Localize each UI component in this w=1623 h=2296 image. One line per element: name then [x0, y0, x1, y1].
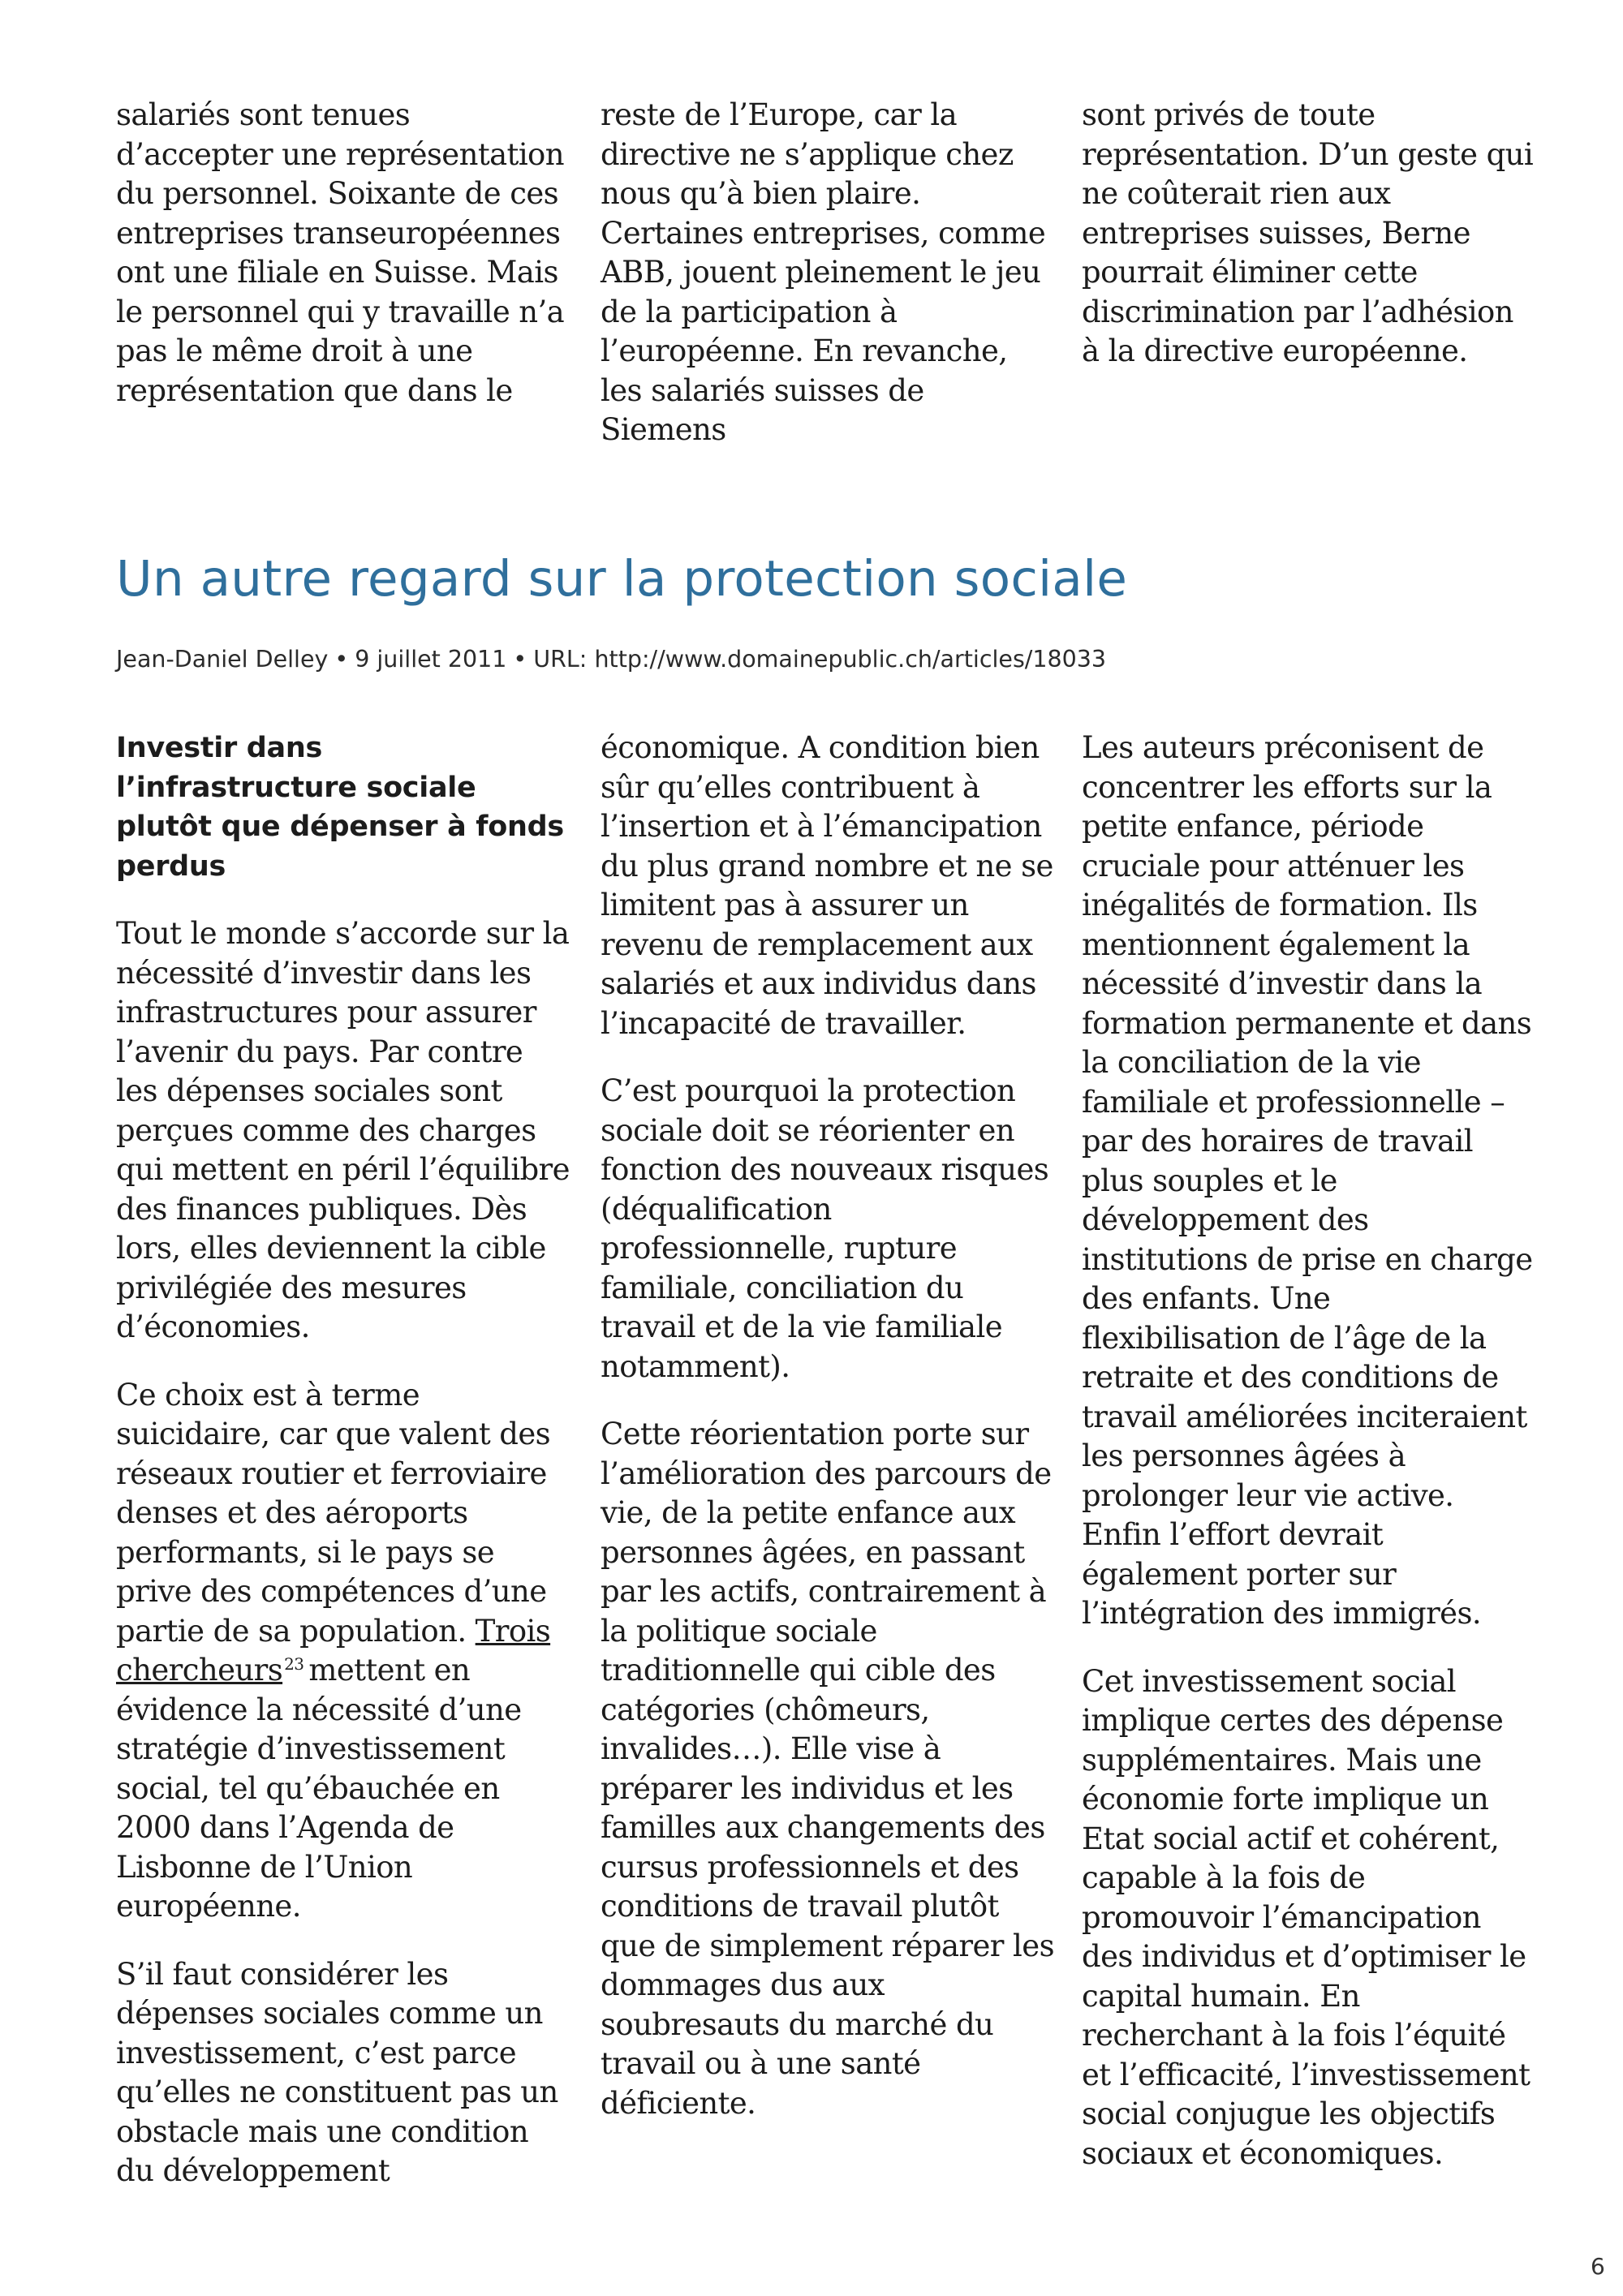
prev-article-column-1: [116, 96, 570, 439]
prev-article-paragraph: sont privés de toute représentation. D’un geste qui ne coûterait rien aux entreprises suisses, Berne pourrait éliminer cette discrimination par l’adhésion à la directive européenne.: [1082, 97, 1534, 368]
author-name: Jean-Daniel Delley: [116, 646, 329, 673]
prev-article-paragraph: salariés sont tenues d’accepter une représentation du personnel. Soixante de ces entreprises transeuropéennes ont une filiale en Suisse. Mais le personnel qui y travaille n’a pas le même droit à une représentation que dans le: [116, 97, 565, 408]
url-label: URL:: [533, 646, 588, 673]
prev-article-paragraph: reste de l’Europe, car la directive ne s’applique chez nous qu’à bien plaire. Certaines entreprises, comme ABB, jouent pleinement le jeu de la participation à l’européenne. En revanche, les salariés suisses de Siemens: [601, 97, 1046, 447]
article-url[interactable]: http://www.domainepublic.ch/articles/18033: [594, 646, 1107, 673]
article-title: Un autre regard sur la protection sociale: [116, 550, 1128, 608]
paragraph-text: Ce choix est à terme suicidaire, car que valent des réseaux routier et ferroviaire denses et des aéroports performants, si le pays se prive des compétences d’une partie de sa population.: [116, 1377, 551, 1649]
article-paragraph: S’il faut considérer les dépenses sociales comme un investissement, c’est parce qu’elles ne constituent pas un obstacle mais une condition du développement: [116, 1956, 558, 2188]
article-paragraph: Les auteurs préconisent de concentrer les efforts sur la petite enfance, période cruciale pour atténuer les inégalités de formation. Ils mentionnent également la nécessité d’investir dans la formation permanente et dans la conciliation de la vie familiale et professionnelle – par des horaires de travail plus souples et le développement des institutions de prise en charge des enfants. Une flexibilisation de l’âge de la retraite et des conditions de travail améliorées inciteraient les personnes âgées à prolonger leur vie active. Enfin l’effort devrait également porter sur l’intégration des immigrés.: [1082, 730, 1533, 1631]
article-paragraph: [116, 1376, 570, 1927]
article-paragraph: C’est pourquoi la protection sociale doit se réorienter en fonction des nouveaux risques (déqualification professionnelle, rupture familiale, conciliation du travail et de la vie familiale notamment).: [601, 1073, 1049, 1384]
paragraph-text: mettent en évidence la nécessité d’une stratégie d’investissement social, tel qu’ébauchée en 2000 dans l’Agenda de Lisbonne de l’Union européenne.: [116, 1653, 522, 1924]
article-byline: [116, 645, 1106, 674]
article-column-1: [116, 729, 570, 2220]
footnote-ref[interactable]: 23: [284, 1653, 304, 1674]
article-column-3: [1082, 729, 1536, 2202]
prev-article-column-3: [1082, 96, 1536, 400]
meta-separator: •: [334, 646, 349, 673]
article-paragraph: Tout le monde s’accorde sur la nécessité d’investir dans les infrastructures pour assurer l’avenir du pays. Par contre les dépenses sociales sont perçues comme des charges qui mettent en péril l’équilibre des finances publiques. Dès lors, elles deviennent la cible privilégiée des mesures d’économies.: [116, 916, 570, 1344]
article-column-2: [601, 729, 1055, 2152]
article-subheading: Investir dans l’infrastructure sociale plutôt que dépenser à fonds perdus: [116, 732, 564, 883]
page-number: 6: [1591, 2253, 1605, 2280]
article-paragraph: économique. A condition bien sûr qu’elles contribuent à l’insertion et à l’émancipation du plus grand nombre et ne se limitent pas à assurer un revenu de remplacement aux salariés et aux individus dans l’incapacité de travailler.: [601, 730, 1053, 1041]
publish-date: 9 juillet 2011: [355, 646, 507, 673]
article-paragraph: Cette réorientation porte sur l’amélioration des parcours de vie, de la petite enfance aux personnes âgées, en passant par les actifs, contrairement à la politique sociale traditionnelle qui cible des catégories (chômeurs, invalides…). Elle vise à préparer les individus et les familles aux changements des cursus professionnels et des conditions de travail plutôt que de simplement réparer les dommages dus aux soubresauts du marché du travail ou à une santé déficiente.: [601, 1417, 1054, 2121]
article-paragraph: Cet investissement social implique certes des dépense supplémentaires. Mais une économie forte implique un Etat social actif et cohérent, capable à la fois de promouvoir l’émancipation des individus et d’optimiser le capital humain. En recherchant à la fois l’équité et l’efficacité, l’investissement social conjugue les objectifs sociaux et économiques.: [1082, 1663, 1530, 2171]
researchers-link[interactable]: Trois chercheurs: [116, 1613, 551, 1688]
meta-separator: •: [513, 646, 527, 673]
prev-article-column-2: [601, 96, 1055, 479]
